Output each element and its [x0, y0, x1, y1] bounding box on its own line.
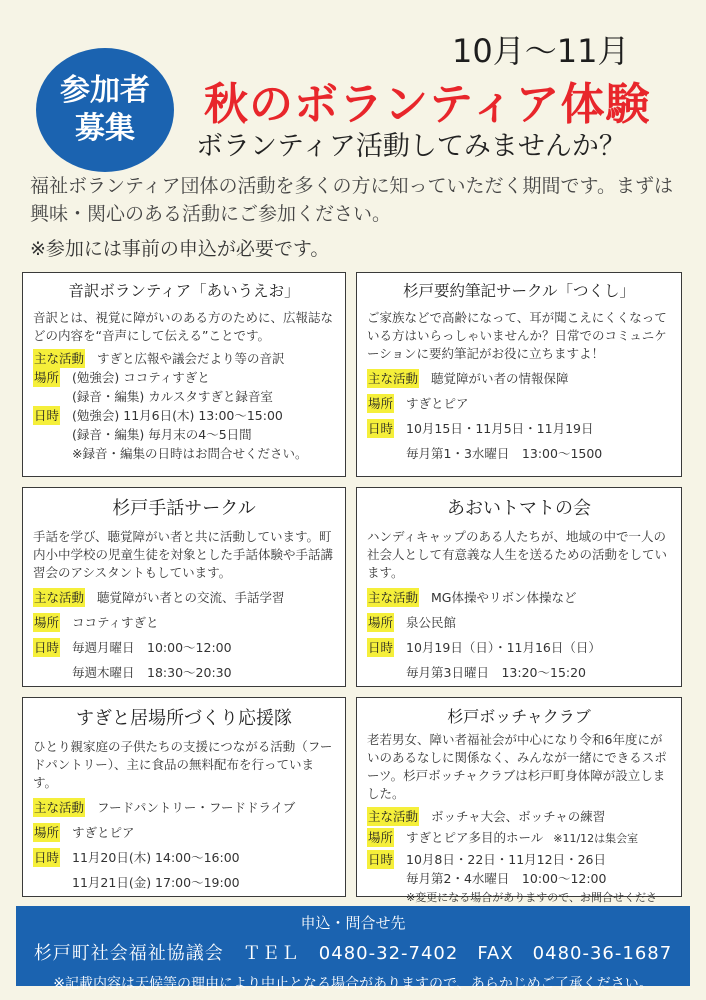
place-value: (勉強会) ココティすぎと	[72, 370, 210, 385]
card-title: 杉戸手話サークル	[112, 498, 256, 519]
main-activity-row	[367, 369, 671, 388]
main-activity-value: MG体操やリボン体操など	[431, 590, 577, 605]
place-row	[33, 613, 335, 632]
date-label: 日時	[368, 852, 394, 867]
date-label: 日時	[34, 850, 60, 865]
intro-text: 福祉ボランティア団体の活動を多くの方に知っていただく期間です。まずは興味・関心のある活動にご参加ください。	[30, 175, 673, 225]
place-label: 場所	[368, 396, 394, 411]
date-value: 毎週月曜日 10:00～12:00	[72, 640, 232, 655]
main-activity-label: 主な活動	[368, 371, 419, 386]
place-row	[367, 394, 671, 413]
card-aiueo	[22, 272, 346, 477]
main-activity-value: 聴覚障がい者の情報保障	[431, 371, 569, 386]
date-label: 日時	[368, 421, 394, 436]
card-note: ※変更になる場合がありますので、お問合せくださ	[406, 891, 658, 904]
date-row	[367, 638, 671, 682]
place-label: 場所	[34, 615, 60, 630]
footer-contact: 杉戸町社会福祉協議会 ＴＥＬ 0480-32-7402 FAX 0480-36-1687	[33, 943, 673, 964]
date-value: 毎月第1・3水曜日 13:00～1500	[406, 446, 603, 461]
main-activity-value: フードパントリー・フードドライブ	[97, 800, 296, 815]
main-activity-row	[33, 349, 335, 368]
place-row	[33, 368, 335, 406]
date-value: 11月21日(金) 17:00～19:00	[72, 875, 240, 890]
date-value: 10月8日・22日・11月12日・26日	[406, 852, 606, 867]
date-label: 日時	[368, 640, 394, 655]
main-activity-row	[367, 807, 671, 826]
place-note: ※11/12は集会室	[553, 832, 639, 845]
card-description: ご家族などで高齢になって、耳が聞こえにくくなっている方はいらっしゃいませんか？日常でのコミュニケーションに要約筆記がお役に立ちますよ！	[367, 310, 667, 361]
card-description: 音訳とは、視覚に障がいのある方のために、広報誌などの内容を“音声にして伝える”ことです。	[33, 310, 334, 343]
card-title: あおいトマトの会	[447, 498, 591, 519]
date-value: 10月19日（日）・11月16日（日）	[406, 640, 601, 655]
card-title: 音訳ボランティア「あいうえお」	[68, 282, 300, 300]
date-value: (勉強会) 11月6日(木) 13:00～15:00	[72, 408, 283, 423]
date-value: 10月15日・11月5日・11月19日	[406, 421, 594, 436]
date-value: 毎週木曜日 18:30～20:30	[72, 665, 232, 680]
main-activity-label: 主な活動	[368, 590, 419, 605]
contact-footer	[16, 906, 690, 992]
date-value: 毎月第3日曜日 13:20～15:20	[406, 665, 587, 680]
place-value: すぎとピア	[72, 825, 135, 840]
main-activity-value: ボッチャ大会、ボッチャの練習	[431, 809, 606, 824]
footer-heading: 申込・問合せ先	[300, 914, 406, 932]
page-title: 秋のボランティア体験	[204, 79, 651, 130]
place-row	[367, 828, 671, 848]
period: 10月～11月	[452, 32, 630, 70]
date-label: 日時	[34, 408, 60, 423]
main-activity-row	[367, 588, 671, 607]
card-title: 杉戸ボッチャクラブ	[447, 707, 591, 726]
badge-line-2: 募集	[75, 111, 135, 146]
date-value: 毎月第2・4水曜日 10:00～12:00	[406, 871, 607, 886]
card-note: ※録音・編集の日時はお問合せください。	[72, 446, 308, 461]
place-value: 泉公民館	[406, 615, 457, 630]
date-row	[33, 406, 335, 463]
main-activity-row	[33, 798, 335, 817]
registration-note: ※参加には事前の申込が必要です。	[30, 238, 330, 260]
card-title: 杉戸要約筆記サークル「つくし」	[402, 282, 636, 300]
place-value: (録音・編集) カルスタすぎと録音室	[72, 389, 273, 404]
main-activity-value: 聴覚障がい者との交流、手話学習	[97, 590, 285, 605]
main-activity-label: 主な活動	[34, 351, 85, 366]
date-row	[33, 848, 335, 892]
place-row	[367, 613, 671, 632]
date-row	[367, 419, 671, 463]
card-sign-language	[22, 487, 346, 687]
place-label: 場所	[34, 825, 60, 840]
date-row	[33, 638, 335, 682]
place-label: 場所	[34, 370, 60, 385]
date-value: 11月20日(木) 14:00～16:00	[72, 850, 240, 865]
card-ibasho	[22, 697, 346, 897]
card-aoi-tomato	[356, 487, 682, 687]
main-activity-label: 主な活動	[34, 590, 85, 605]
main-activity-label: 主な活動	[34, 800, 85, 815]
subtitle: ボランティア活動してみませんか？	[196, 131, 626, 162]
card-description: 老若男女、障い者福祉会が中心になり令和6年度にがいのあるなしに関係なく、みんなが一緒にできるスポーツ。杉戸ボッチャクラブは杉戸町身体障が設立しました。	[367, 732, 667, 801]
date-label: 日時	[34, 640, 60, 655]
place-label: 場所	[368, 615, 394, 630]
card-description: 手話を学び、聴覚障がい者と共に活動しています。町内小中学校の児童生徒を対象とした手話体験や手話講習会のアシスタントもしています。	[33, 529, 334, 580]
recruit-badge	[36, 48, 174, 172]
badge-line-1: 参加者	[60, 73, 150, 108]
main-activity-label: 主な活動	[368, 809, 419, 824]
place-value: すぎとピア多目的ホール	[406, 830, 544, 845]
place-value: ココティすぎと	[72, 615, 159, 630]
place-label: 場所	[368, 830, 394, 845]
main-activity-row	[33, 588, 335, 607]
footer-disclaimer: ※記載内容は天候等の理由により中止となる場合がありますので、あらかじめご了承ください。	[53, 976, 653, 992]
main-activity-value: すぎと広報や議会だより等の音訳	[97, 351, 285, 366]
card-description: ハンディキャップのある人たちが、地域の中で一人の社会人として有意義な人生を送るための活動をしています。	[367, 529, 668, 580]
place-row	[33, 823, 335, 842]
card-tsukushi	[356, 272, 682, 477]
date-value: (録音・編集) 毎月末の4～5日間	[72, 427, 252, 442]
card-description: ひとり親家庭の子供たちの支援につながる活動（フードパントリー）、主に食品の無料配布を行っています。	[33, 739, 333, 790]
card-title: すぎと居場所づくり応援隊	[76, 708, 292, 729]
card-boccia	[356, 697, 682, 904]
place-value: すぎとピア	[406, 396, 469, 411]
